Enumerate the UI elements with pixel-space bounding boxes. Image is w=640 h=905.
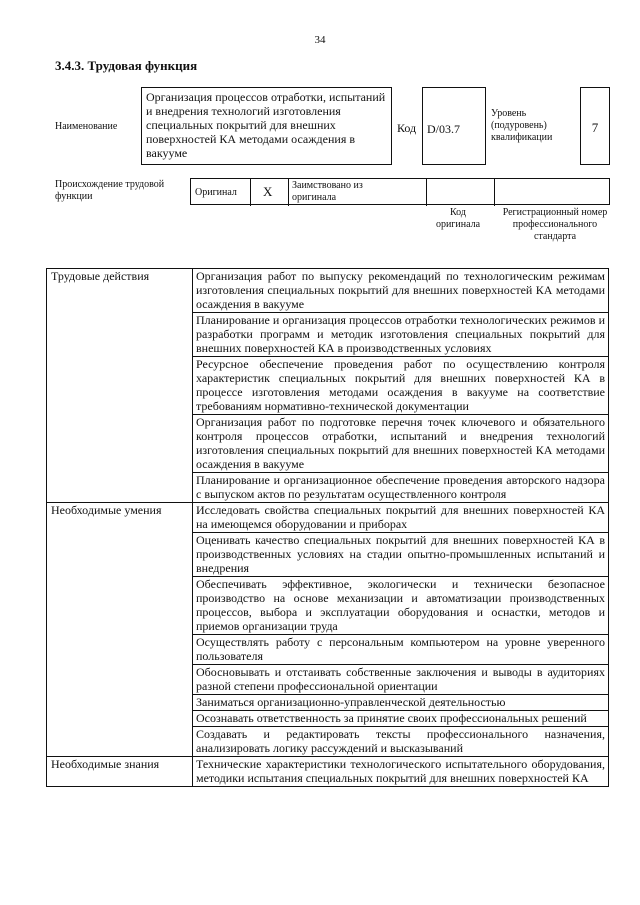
- table-cell-item: Осуществлять работу с персональным компьютером на уровне уверенного пользователя: [193, 635, 609, 665]
- group-label: Трудовые действия: [47, 269, 193, 503]
- table-cell-item: Обеспечивать эффективное, экологически и технически безопасное производство на основе механизации и автоматизации производственных процессов, выбора и эксплуатации оборудования и оснастки, методов и приемов организации труда: [193, 577, 609, 635]
- table-row: [47, 757, 609, 787]
- table-cell-item: Оценивать качество специальных покрытий для внешних поверхностей КА в производственных условиях на стадии опытно-промышленных испытаний и внедрения: [193, 533, 609, 577]
- table-row: [47, 503, 609, 533]
- table-cell-item: Планирование и организация процессов отработки технологических режимов и разработки программ и методик изготовления специальных покрытий для внешних поверхностей КА в производственных условиях: [193, 313, 609, 357]
- code-value: D/03.7: [422, 87, 486, 165]
- page-number: 34: [314, 34, 326, 46]
- code-label: Код: [397, 121, 417, 135]
- origin-label: Происхождение трудовой функции: [55, 179, 165, 202]
- original-label: Оригинал: [195, 187, 237, 198]
- table-cell-item: Организация работ по подготовке перечня точек ключевого и обязательного контроля процессов отработки, испытаний и внедрения технологий изготовления специальных покрытий для внешних поверхностей КА методами осаждения в вакууме: [193, 415, 609, 473]
- table-cell-item: Технические характеристики технологического испытательного оборудования, методики испытания специальных покрытий для внешних поверхностей КА: [193, 757, 609, 787]
- section-title: 3.4.3. Трудовая функция: [55, 58, 198, 73]
- reg-caption: Регистрационный номер профессионального стандарта: [502, 207, 608, 242]
- original-mark-cell: [251, 179, 289, 206]
- function-table: [46, 268, 609, 787]
- group-label: Необходимые знания: [47, 757, 193, 787]
- table-cell-item: Ресурсное обеспечение проведения работ по осуществлению контроля характеристик специальных покрытий для внешних поверхностей КА в процессе изготовления методами осаждения в вакууме на соответствие требованиям нормативно-технической документации: [193, 357, 609, 415]
- level-label: Уровень (подуровень) квалификации: [491, 108, 553, 143]
- borrowed-cell: [289, 179, 427, 206]
- original-cell: [191, 179, 251, 206]
- original-code-cell: [427, 179, 495, 206]
- table-cell-item: Заниматься организационно-управленческой деятельностью: [193, 695, 609, 711]
- table-cell-item: Исследовать свойства специальных покрытий для внешних поверхностей КА на имеющемся оборудовании и приборах: [193, 503, 609, 533]
- table-cell-item: Осознавать ответственность за принятие своих профессиональных решений: [193, 711, 609, 727]
- table-row: [47, 269, 609, 313]
- table-cell-item: Обосновывать и отстаивать собственные заключения и выводы в аудиториях разной степени профессиональной ориентации: [193, 665, 609, 695]
- reg-number-cell: [495, 179, 609, 206]
- borrowed-label: Заимствовано из оригинала: [292, 180, 363, 203]
- original-mark: X: [263, 184, 273, 199]
- level-value: 7: [580, 87, 610, 165]
- name-value: Организация процессов отработки, испытаний и внедрения технологий изготовления специальных покрытий для внешних поверхностей КА методами осаждения в вакууме: [141, 87, 392, 165]
- function-table-body: [47, 269, 609, 787]
- group-label: Необходимые умения: [47, 503, 193, 757]
- origin-row: [190, 178, 610, 205]
- table-cell-item: Планирование и организационное обеспечение проведения авторского надзора с выпуском актов по результатам осуществленного контроля: [193, 473, 609, 503]
- table-cell-item: Создавать и редактировать тексты профессионального назначения, анализировать логику рассуждений и высказываний: [193, 727, 609, 757]
- name-label: Наименование: [55, 121, 118, 132]
- code-caption: Код оригинала: [435, 207, 481, 230]
- table-cell-item: Организация работ по выпуску рекомендаций по технологическим режимам изготовления специальных покрытий для внешних поверхностей КА методами осаждения в вакууме: [193, 269, 609, 313]
